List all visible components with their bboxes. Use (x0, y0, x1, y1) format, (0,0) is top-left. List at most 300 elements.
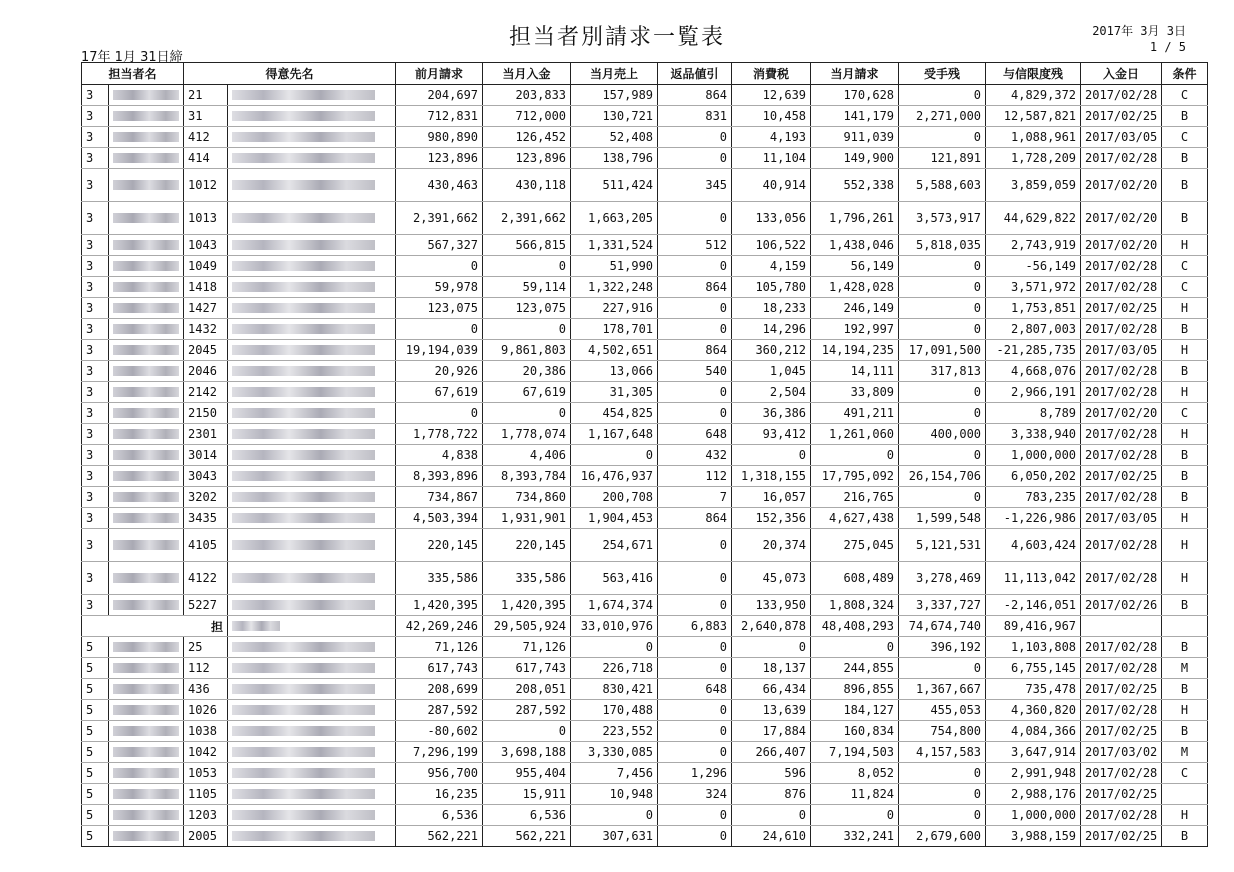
cell-bill: 0 (811, 637, 899, 658)
cell-tax: 14,296 (732, 319, 811, 340)
cell-terms: C (1162, 403, 1208, 424)
cell-paid: 562,221 (483, 826, 571, 847)
cell-bill: 0 (811, 445, 899, 466)
cell-note: 0 (899, 382, 986, 403)
cell-sales: 4,502,651 (571, 340, 658, 361)
customer-code: 2150 (184, 403, 228, 424)
cell-prev: 123,075 (396, 298, 483, 319)
rep-name-redacted (109, 658, 184, 679)
customer-name-redacted (228, 637, 396, 658)
customer-name-redacted (228, 721, 396, 742)
customer-code: 21 (184, 85, 228, 106)
cell-note: 5,588,603 (899, 169, 986, 202)
cell-bill: 1,428,028 (811, 277, 899, 298)
cell-ret: 864 (658, 340, 732, 361)
cell-pay-date: 2017/02/25 (1081, 721, 1162, 742)
customer-name-redacted (228, 148, 396, 169)
rep-code: 3 (82, 85, 109, 106)
cell-prev: 7,296,199 (396, 742, 483, 763)
customer-code: 3014 (184, 445, 228, 466)
cell-tax: 0 (732, 445, 811, 466)
cell-credit: 783,235 (986, 487, 1081, 508)
cell-pay-date: 2017/02/28 (1081, 658, 1162, 679)
col-header-notes: 受手残 (899, 63, 986, 85)
rep-code: 5 (82, 742, 109, 763)
cell-prev: 0 (396, 403, 483, 424)
cell-note: 3,278,469 (899, 562, 986, 595)
cell-pay-date: 2017/02/28 (1081, 148, 1162, 169)
customer-code: 414 (184, 148, 228, 169)
cell-paid: 0 (483, 721, 571, 742)
cell-bill: 911,039 (811, 127, 899, 148)
cell-note: 26,154,706 (899, 466, 986, 487)
cell-bill: 1,438,046 (811, 235, 899, 256)
cell-tax: 45,073 (732, 562, 811, 595)
table-row (82, 340, 1208, 361)
cell-prev: 1,778,722 (396, 424, 483, 445)
customer-code: 1432 (184, 319, 228, 340)
cell-tax: 13,639 (732, 700, 811, 721)
customer-name-redacted (228, 277, 396, 298)
cell-credit: 3,338,940 (986, 424, 1081, 445)
cell-sales: 7,456 (571, 763, 658, 784)
cell-pay-date: 2017/02/28 (1081, 445, 1162, 466)
cell-note: 0 (899, 127, 986, 148)
cell-credit: 1,728,209 (986, 148, 1081, 169)
customer-name-redacted (228, 595, 396, 616)
cell-credit: 1,000,000 (986, 805, 1081, 826)
cell-terms (1162, 784, 1208, 805)
cell-ret: 1,296 (658, 763, 732, 784)
cell-pay-date: 2017/02/28 (1081, 256, 1162, 277)
cell-note: 17,091,500 (899, 340, 986, 361)
customer-name-redacted (228, 508, 396, 529)
cell-ret: 864 (658, 277, 732, 298)
table-row (82, 466, 1208, 487)
cell-prev: 6,536 (396, 805, 483, 826)
cell-note: 4,157,583 (899, 742, 986, 763)
cell-credit: 4,668,076 (986, 361, 1081, 382)
cell-pay-date: 2017/02/25 (1081, 466, 1162, 487)
cell-bill: 8,052 (811, 763, 899, 784)
rep-code: 5 (82, 679, 109, 700)
rep-code: 3 (82, 277, 109, 298)
rep-code: 3 (82, 466, 109, 487)
customer-name-redacted (228, 424, 396, 445)
cell-credit: 1,753,851 (986, 298, 1081, 319)
rep-name-redacted (109, 445, 184, 466)
cell-sales: 3,330,085 (571, 742, 658, 763)
cell-paid: 203,833 (483, 85, 571, 106)
cell-pay-date: 2017/02/20 (1081, 169, 1162, 202)
table-row (82, 256, 1208, 277)
cell-paid: 20,386 (483, 361, 571, 382)
customer-code: 4122 (184, 562, 228, 595)
cell-bill: 1,796,261 (811, 202, 899, 235)
cell-bill: 896,855 (811, 679, 899, 700)
table-row (82, 562, 1208, 595)
cell-sales: 307,631 (571, 826, 658, 847)
customer-name-redacted (228, 805, 396, 826)
table-row (82, 445, 1208, 466)
customer-name-redacted (228, 403, 396, 424)
customer-name-redacted (228, 85, 396, 106)
customer-code: 31 (184, 106, 228, 127)
customer-name-redacted (228, 562, 396, 595)
rep-code: 3 (82, 298, 109, 319)
cell-sales: 511,424 (571, 169, 658, 202)
customer-name-redacted (228, 169, 396, 202)
cell-credit: 1,000,000 (986, 445, 1081, 466)
billing-table (81, 62, 1208, 847)
cell-credit: 2,743,919 (986, 235, 1081, 256)
subtotal-tax: 2,640,878 (732, 616, 811, 637)
cell-terms: M (1162, 658, 1208, 679)
cell-pay-date: 2017/02/28 (1081, 700, 1162, 721)
table-row (82, 319, 1208, 340)
rep-code: 3 (82, 340, 109, 361)
table-row (82, 127, 1208, 148)
customer-name-redacted (228, 319, 396, 340)
cell-prev: 956,700 (396, 763, 483, 784)
subtotal-sales: 33,010,976 (571, 616, 658, 637)
customer-code: 1105 (184, 784, 228, 805)
rep-name-redacted (109, 85, 184, 106)
cell-sales: 0 (571, 805, 658, 826)
rep-name-redacted (109, 361, 184, 382)
cell-ret: 0 (658, 127, 732, 148)
cell-paid: 2,391,662 (483, 202, 571, 235)
cell-terms: H (1162, 382, 1208, 403)
header-row (82, 63, 1208, 85)
cell-sales: 52,408 (571, 127, 658, 148)
customer-name-redacted (228, 340, 396, 361)
cell-ret: 0 (658, 403, 732, 424)
cell-ret: 0 (658, 700, 732, 721)
rep-name-redacted (109, 562, 184, 595)
rep-name-redacted (109, 202, 184, 235)
customer-name-redacted (228, 445, 396, 466)
cell-credit: 3,571,972 (986, 277, 1081, 298)
cell-pay-date: 2017/02/26 (1081, 595, 1162, 616)
rep-name-redacted (109, 742, 184, 763)
cell-terms: C (1162, 763, 1208, 784)
cell-tax: 0 (732, 805, 811, 826)
cell-note: 455,053 (899, 700, 986, 721)
cell-prev: 59,978 (396, 277, 483, 298)
cell-note: 3,337,727 (899, 595, 986, 616)
rep-code: 3 (82, 562, 109, 595)
rep-code: 3 (82, 169, 109, 202)
cell-paid: 67,619 (483, 382, 571, 403)
subtotal-empty-terms (1162, 616, 1208, 637)
print-date: 2017年 3月 3日 (1092, 24, 1186, 38)
cell-terms: C (1162, 256, 1208, 277)
cell-ret: 648 (658, 424, 732, 445)
cell-terms: C (1162, 127, 1208, 148)
cell-ret: 0 (658, 148, 732, 169)
cell-terms: B (1162, 361, 1208, 382)
cell-sales: 10,948 (571, 784, 658, 805)
cell-bill: 1,261,060 (811, 424, 899, 445)
cell-sales: 254,671 (571, 529, 658, 562)
cell-note: 5,818,035 (899, 235, 986, 256)
cell-sales: 170,488 (571, 700, 658, 721)
rep-name-redacted (109, 763, 184, 784)
cell-ret: 0 (658, 637, 732, 658)
subtotal-paid: 29,505,924 (483, 616, 571, 637)
rep-code: 3 (82, 235, 109, 256)
cell-note: 1,599,548 (899, 508, 986, 529)
cell-ret: 648 (658, 679, 732, 700)
cell-note: 5,121,531 (899, 529, 986, 562)
cell-tax: 16,057 (732, 487, 811, 508)
cell-bill: 11,824 (811, 784, 899, 805)
cell-ret: 0 (658, 319, 732, 340)
col-header-credit: 与信限度残 (986, 63, 1081, 85)
cell-tax: 40,914 (732, 169, 811, 202)
cell-terms: H (1162, 805, 1208, 826)
subtotal-prev: 42,269,246 (396, 616, 483, 637)
cell-prev: 0 (396, 256, 483, 277)
cell-credit: 2,807,003 (986, 319, 1081, 340)
cell-ret: 0 (658, 742, 732, 763)
table-row (82, 85, 1208, 106)
cell-bill: 14,194,235 (811, 340, 899, 361)
cell-prev: 335,586 (396, 562, 483, 595)
cell-bill: 149,900 (811, 148, 899, 169)
table-row (82, 679, 1208, 700)
cell-bill: 608,489 (811, 562, 899, 595)
rep-name-redacted (109, 169, 184, 202)
rep-name-redacted (109, 784, 184, 805)
rep-code: 3 (82, 487, 109, 508)
cell-ret: 0 (658, 202, 732, 235)
cell-tax: 133,056 (732, 202, 811, 235)
rep-name-redacted (109, 700, 184, 721)
cell-tax: 360,212 (732, 340, 811, 361)
rep-name-redacted (109, 424, 184, 445)
table-row (82, 805, 1208, 826)
cell-note: 0 (899, 256, 986, 277)
table-row (82, 424, 1208, 445)
cell-sales: 1,663,205 (571, 202, 658, 235)
customer-code: 1038 (184, 721, 228, 742)
cell-note: 0 (899, 85, 986, 106)
cell-pay-date: 2017/02/28 (1081, 487, 1162, 508)
rep-code: 5 (82, 763, 109, 784)
rep-code: 3 (82, 403, 109, 424)
cell-terms: C (1162, 277, 1208, 298)
cell-credit: 4,084,366 (986, 721, 1081, 742)
table-row (82, 487, 1208, 508)
cell-note: 121,891 (899, 148, 986, 169)
cell-ret: 112 (658, 466, 732, 487)
col-header-tax: 消費税 (732, 63, 811, 85)
table-row (82, 361, 1208, 382)
cell-terms: H (1162, 235, 1208, 256)
cell-terms: B (1162, 595, 1208, 616)
customer-name-redacted (228, 679, 396, 700)
cell-paid: 8,393,784 (483, 466, 571, 487)
page-number: 1 / 5 (1149, 40, 1186, 54)
rep-name-redacted (109, 319, 184, 340)
cell-paid: 220,145 (483, 529, 571, 562)
cell-sales: 1,674,374 (571, 595, 658, 616)
customer-code: 3435 (184, 508, 228, 529)
subtotal-name-redacted (228, 616, 396, 637)
customer-name-redacted (228, 529, 396, 562)
table-row (82, 784, 1208, 805)
cell-tax: 36,386 (732, 403, 811, 424)
cell-prev: 8,393,896 (396, 466, 483, 487)
cell-terms: B (1162, 106, 1208, 127)
rep-name-redacted (109, 148, 184, 169)
subtotal-row (82, 616, 1208, 637)
cell-note: 0 (899, 784, 986, 805)
rep-code: 3 (82, 202, 109, 235)
rep-name-redacted (109, 340, 184, 361)
table-row (82, 169, 1208, 202)
cell-pay-date: 2017/02/28 (1081, 637, 1162, 658)
cell-prev: 734,867 (396, 487, 483, 508)
cell-tax: 12,639 (732, 85, 811, 106)
rep-code: 3 (82, 382, 109, 403)
cell-prev: 123,896 (396, 148, 483, 169)
cell-terms: B (1162, 169, 1208, 202)
cell-pay-date: 2017/02/28 (1081, 529, 1162, 562)
cell-paid: 9,861,803 (483, 340, 571, 361)
cell-note: 0 (899, 298, 986, 319)
cell-sales: 1,167,648 (571, 424, 658, 445)
cell-terms: B (1162, 466, 1208, 487)
cell-pay-date: 2017/02/28 (1081, 277, 1162, 298)
cell-bill: 1,808,324 (811, 595, 899, 616)
cell-terms: H (1162, 298, 1208, 319)
rep-code: 3 (82, 445, 109, 466)
customer-code: 1053 (184, 763, 228, 784)
col-header-sales: 当月売上 (571, 63, 658, 85)
customer-name-redacted (228, 826, 396, 847)
cell-terms: H (1162, 700, 1208, 721)
cell-prev: 2,391,662 (396, 202, 483, 235)
cell-credit: 8,789 (986, 403, 1081, 424)
cell-credit: 6,755,145 (986, 658, 1081, 679)
cell-pay-date: 2017/02/28 (1081, 85, 1162, 106)
cell-paid: 3,698,188 (483, 742, 571, 763)
table-row (82, 826, 1208, 847)
cell-pay-date: 2017/03/05 (1081, 340, 1162, 361)
cell-paid: 0 (483, 256, 571, 277)
cell-bill: 275,045 (811, 529, 899, 562)
cell-tax: 2,504 (732, 382, 811, 403)
cell-bill: 552,338 (811, 169, 899, 202)
cell-terms: B (1162, 319, 1208, 340)
customer-name-redacted (228, 235, 396, 256)
customer-code: 112 (184, 658, 228, 679)
table-row (82, 721, 1208, 742)
subtotal-credit: 89,416,967 (986, 616, 1081, 637)
cell-sales: 138,796 (571, 148, 658, 169)
cell-note: 2,679,600 (899, 826, 986, 847)
cell-credit: 11,113,042 (986, 562, 1081, 595)
customer-code: 1203 (184, 805, 228, 826)
cell-terms: H (1162, 508, 1208, 529)
customer-name-redacted (228, 742, 396, 763)
cell-ret: 0 (658, 256, 732, 277)
rep-code: 5 (82, 784, 109, 805)
customer-code: 1049 (184, 256, 228, 277)
rep-name-redacted (109, 721, 184, 742)
cell-pay-date: 2017/02/28 (1081, 424, 1162, 445)
cell-ret: 324 (658, 784, 732, 805)
cell-prev: 16,235 (396, 784, 483, 805)
cell-prev: 1,420,395 (396, 595, 483, 616)
table-row (82, 742, 1208, 763)
cell-pay-date: 2017/02/20 (1081, 235, 1162, 256)
cell-credit: 735,478 (986, 679, 1081, 700)
cell-paid: 712,000 (483, 106, 571, 127)
cell-pay-date: 2017/02/25 (1081, 679, 1162, 700)
rep-name-redacted (109, 487, 184, 508)
cell-paid: 1,778,074 (483, 424, 571, 445)
cell-ret: 0 (658, 658, 732, 679)
cell-pay-date: 2017/02/28 (1081, 763, 1162, 784)
customer-code: 1427 (184, 298, 228, 319)
customer-name-redacted (228, 298, 396, 319)
cell-bill: 491,211 (811, 403, 899, 424)
cell-paid: 15,911 (483, 784, 571, 805)
cell-terms: B (1162, 148, 1208, 169)
cell-ret: 7 (658, 487, 732, 508)
cell-ret: 0 (658, 298, 732, 319)
cell-prev: 980,890 (396, 127, 483, 148)
cell-terms: B (1162, 202, 1208, 235)
cell-prev: 4,503,394 (396, 508, 483, 529)
cell-credit: 4,603,424 (986, 529, 1081, 562)
cell-note: 0 (899, 763, 986, 784)
cell-terms: C (1162, 85, 1208, 106)
rep-code: 3 (82, 361, 109, 382)
rep-code: 3 (82, 148, 109, 169)
cell-pay-date: 2017/02/28 (1081, 805, 1162, 826)
cell-bill: 160,834 (811, 721, 899, 742)
rep-code: 3 (82, 424, 109, 445)
col-header-rep: 担当者名 (82, 63, 184, 85)
cell-prev: 220,145 (396, 529, 483, 562)
cell-tax: 10,458 (732, 106, 811, 127)
cell-ret: 345 (658, 169, 732, 202)
cell-credit: -21,285,735 (986, 340, 1081, 361)
cell-ret: 864 (658, 508, 732, 529)
customer-code: 3043 (184, 466, 228, 487)
cell-ret: 540 (658, 361, 732, 382)
rep-name-redacted (109, 595, 184, 616)
cell-credit: 4,360,820 (986, 700, 1081, 721)
rep-code: 3 (82, 508, 109, 529)
table-row (82, 529, 1208, 562)
cell-note: 2,271,000 (899, 106, 986, 127)
cell-credit: 1,088,961 (986, 127, 1081, 148)
cell-ret: 0 (658, 595, 732, 616)
cell-credit: 3,647,914 (986, 742, 1081, 763)
cell-sales: 563,416 (571, 562, 658, 595)
rep-name-redacted (109, 826, 184, 847)
cell-bill: 216,765 (811, 487, 899, 508)
cell-tax: 18,137 (732, 658, 811, 679)
cell-terms: H (1162, 562, 1208, 595)
cell-sales: 454,825 (571, 403, 658, 424)
